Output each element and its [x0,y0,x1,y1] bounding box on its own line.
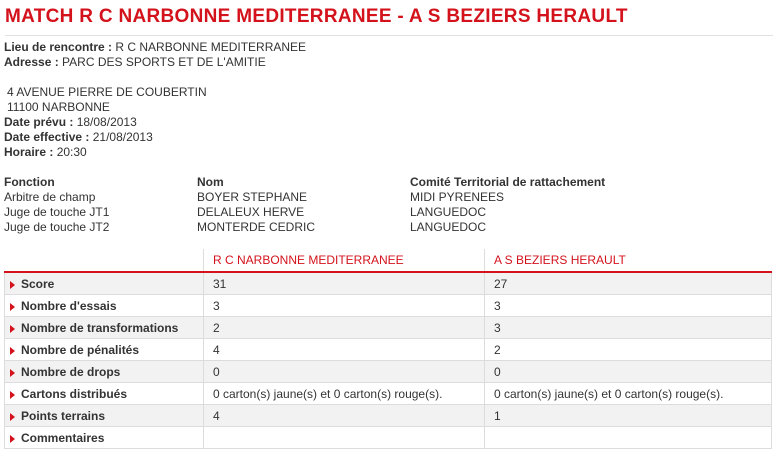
table-row [4,205,704,220]
street-address [4,85,306,115]
time-value: 20:30 [56,145,87,159]
stat-label[interactable]: Nombre d'essais [5,295,204,317]
stat-away-value: 27 [485,272,772,295]
official-committee: MIDI PYRENEES [410,190,505,204]
address-value: PARC DES SPORTS ET DE L'AMITIE [62,55,266,69]
table-row [4,190,704,205]
venue-value: R C NARBONNE MEDITERRANEE [115,40,307,54]
caret-right-icon [10,391,15,399]
caret-right-icon [10,303,15,311]
date-planned-label: Date prévu : [4,115,74,129]
stat-home-value: 0 carton(s) jaune(s) et 0 carton(s) rouge(s). [204,383,485,405]
caret-right-icon [10,435,15,443]
table-row[interactable] [5,427,772,449]
venue-line [4,40,306,55]
officials-header [4,175,704,190]
team-away-header: A S BEZIERS HERAULT [485,249,772,272]
table-row[interactable] [5,361,772,383]
stat-home-value: 3 [204,295,485,317]
time-label: Horaire : [4,145,54,159]
official-function: Arbitre de champ [4,190,96,204]
team-home-header: R C NARBONNE MEDITERRANEE [204,249,485,272]
stat-home-value: 2 [204,317,485,339]
date-planned-value: 18/08/2013 [76,115,137,129]
official-name: MONTERDE CEDRIC [197,220,316,234]
time-line [4,145,306,160]
stat-away-value: 0 [485,361,772,383]
match-info [4,40,306,160]
caret-right-icon [10,281,15,289]
table-row [4,220,704,235]
official-name: BOYER STEPHANE [197,190,308,204]
caret-right-icon [10,347,15,355]
venue-label: Lieu de rencontre : [4,40,113,54]
stat-away-value: 0 carton(s) jaune(s) et 0 carton(s) rouge(s). [485,383,772,405]
city-line: 11100 NARBONNE [7,100,110,114]
date-effective-value: 21/08/2013 [92,130,153,144]
col-header-committee: Comité Territorial de rattachement [410,175,606,189]
stat-label[interactable]: Points terrains [5,405,204,427]
stat-away-value [485,427,772,449]
stats-header-blank [5,249,204,272]
stat-home-value: 31 [204,272,485,295]
caret-right-icon [10,325,15,333]
stat-home-value: 4 [204,405,485,427]
caret-right-icon [10,369,15,377]
stat-label[interactable]: Nombre de drops [5,361,204,383]
table-row[interactable] [5,317,772,339]
official-function: Juge de touche JT1 [4,205,110,219]
stat-label[interactable]: Nombre de pénalités [5,339,204,361]
street-line: 4 AVENUE PIERRE DE COUBERTIN [7,85,207,99]
stat-away-value: 3 [485,295,772,317]
date-planned-line [4,115,306,130]
match-stats-table [4,249,772,449]
stat-away-value: 1 [485,405,772,427]
col-header-name: Nom [197,175,224,189]
stat-home-value: 4 [204,339,485,361]
page-title: MATCH R C NARBONNE MEDITERRANEE - A S BEZIERS HERAULT [5,4,773,36]
table-row[interactable] [5,339,772,361]
officials-table [4,175,704,235]
stat-label[interactable]: Score [5,272,204,295]
official-committee: LANGUEDOC [410,220,487,234]
stat-away-value: 2 [485,339,772,361]
table-row[interactable] [5,272,772,295]
col-header-function: Fonction [4,175,55,189]
table-row[interactable] [5,295,772,317]
address-label: Adresse : [4,55,59,69]
caret-right-icon [10,413,15,421]
official-name: DELALEUX HERVE [197,205,305,219]
date-effective-label: Date effective : [4,130,90,144]
stat-label[interactable]: Cartons distribués [5,383,204,405]
stat-away-value: 3 [485,317,772,339]
table-row[interactable] [5,383,772,405]
stats-header [5,249,772,272]
stat-label[interactable]: Nombre de transformations [5,317,204,339]
table-row[interactable] [5,405,772,427]
stat-home-value: 0 [204,361,485,383]
date-effective-line [4,130,306,145]
stat-home-value [204,427,485,449]
address-line [4,55,306,70]
stat-label[interactable]: Commentaires [5,427,204,449]
official-function: Juge de touche JT2 [4,220,110,234]
official-committee: LANGUEDOC [410,205,487,219]
